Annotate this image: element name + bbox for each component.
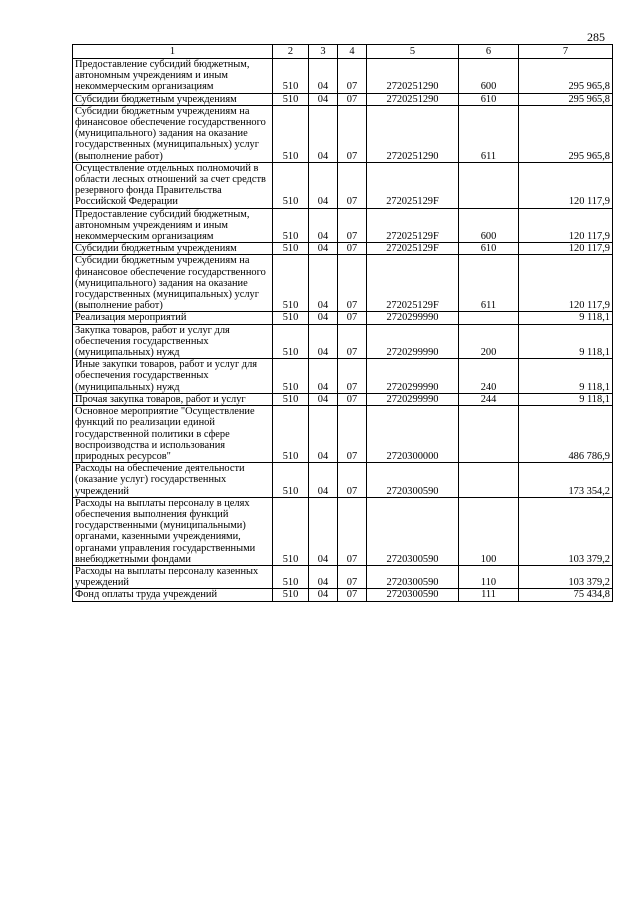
table-row [73,497,613,565]
row-name-cell: Расходы на выплаты персоналу казенных учреждений [73,565,273,588]
subsection2-code-cell: 07 [338,497,367,565]
section-code-cell: 510 [273,255,309,312]
subsection-code-cell: 04 [309,406,338,463]
target-article-cell: 2720300590 [367,463,459,498]
section-code-cell: 510 [273,463,309,498]
table-row [73,359,613,394]
subsection-code-cell: 04 [309,105,338,162]
subsection2-code-cell: 07 [338,324,367,359]
expense-type-cell: 600 [459,208,519,243]
subsection2-code-cell: 07 [338,565,367,588]
amount-cell: 9 118,1 [519,359,613,394]
target-article-cell: 2720299990 [367,393,459,405]
target-article-cell: 2720299990 [367,312,459,324]
subsection-code-cell: 04 [309,208,338,243]
subsection2-code-cell: 07 [338,406,367,463]
row-name-cell: Основное мероприятие "Осуществление функций по реализации единой государственной политики в сфере воспроизводства и использования природных ресурсов" [73,406,273,463]
expense-type-cell: 600 [459,59,519,94]
section-code-cell: 510 [273,324,309,359]
subsection-code-cell: 04 [309,312,338,324]
subsection-code-cell: 04 [309,255,338,312]
amount-cell: 295 965,8 [519,59,613,94]
subsection2-code-cell: 07 [338,243,367,255]
table-row [73,105,613,162]
header-col-1: 1 [73,45,273,59]
target-article-cell: 2720300590 [367,497,459,565]
section-code-cell: 510 [273,93,309,105]
expense-type-cell: 244 [459,393,519,405]
row-name-cell: Субсидии бюджетным учреждениям на финансовое обеспечение государственного (муниципального) задания на оказание государственных (муниципальных) услуг (выполнение работ) [73,255,273,312]
row-name-cell: Субсидии бюджетным учреждениям [73,93,273,105]
amount-cell: 9 118,1 [519,324,613,359]
subsection2-code-cell: 07 [338,105,367,162]
target-article-cell: 272025129F [367,162,459,208]
row-name-cell: Предоставление субсидий бюджетным, автономным учреждениям и иным некоммерческим организациям [73,59,273,94]
amount-cell: 173 354,2 [519,463,613,498]
budget-table [72,44,613,602]
table-row [73,406,613,463]
subsection2-code-cell: 07 [338,312,367,324]
header-col-6: 6 [459,45,519,59]
subsection-code-cell: 04 [309,359,338,394]
target-article-cell: 2720251290 [367,93,459,105]
subsection2-code-cell: 07 [338,393,367,405]
section-code-cell: 510 [273,243,309,255]
table-row [73,59,613,94]
target-article-cell: 2720300590 [367,565,459,588]
amount-cell: 120 117,9 [519,162,613,208]
expense-type-cell: 240 [459,359,519,394]
row-name-cell: Расходы на обеспечение деятельности (оказание услуг) государственных учреждений [73,463,273,498]
table-row [73,393,613,405]
header-col-3: 3 [309,45,338,59]
section-code-cell: 510 [273,208,309,243]
row-name-cell: Субсидии бюджетным учреждениям [73,243,273,255]
expense-type-cell: 611 [459,255,519,312]
row-name-cell: Осуществление отдельных полномочий в области лесных отношений за счет средств резервного фонда Правительства Российской Федерации [73,162,273,208]
amount-cell: 103 379,2 [519,565,613,588]
target-article-cell: 2720300590 [367,589,459,601]
subsection2-code-cell: 07 [338,59,367,94]
amount-cell: 295 965,8 [519,93,613,105]
table-row [73,589,613,601]
section-code-cell: 510 [273,406,309,463]
table-row [73,324,613,359]
row-name-cell: Прочая закупка товаров, работ и услуг [73,393,273,405]
header-col-7: 7 [519,45,613,59]
section-code-cell: 510 [273,393,309,405]
row-name-cell: Предоставление субсидий бюджетным, автономным учреждениям и иным некоммерческим организациям [73,208,273,243]
header-col-2: 2 [273,45,309,59]
amount-cell: 75 434,8 [519,589,613,601]
subsection-code-cell: 04 [309,463,338,498]
expense-type-cell [459,406,519,463]
table-row [73,463,613,498]
subsection-code-cell: 04 [309,393,338,405]
row-name-cell: Закупка товаров, работ и услуг для обеспечения государственных (муниципальных) нужд [73,324,273,359]
section-code-cell: 510 [273,312,309,324]
table-row [73,208,613,243]
target-article-cell: 2720300000 [367,406,459,463]
amount-cell: 103 379,2 [519,497,613,565]
expense-type-cell: 200 [459,324,519,359]
subsection2-code-cell: 07 [338,208,367,243]
table-body [73,59,613,602]
table-row [73,243,613,255]
amount-cell: 295 965,8 [519,105,613,162]
amount-cell: 486 786,9 [519,406,613,463]
amount-cell: 120 117,9 [519,208,613,243]
subsection2-code-cell: 07 [338,463,367,498]
page-number: 285 [587,30,605,44]
subsection-code-cell: 04 [309,243,338,255]
header-col-5: 5 [367,45,459,59]
expense-type-cell: 100 [459,497,519,565]
table-row [73,93,613,105]
target-article-cell: 272025129F [367,243,459,255]
table-row [73,162,613,208]
section-code-cell: 510 [273,565,309,588]
subsection-code-cell: 04 [309,162,338,208]
table-row [73,565,613,588]
row-name-cell: Расходы на выплаты персоналу в целях обеспечения выполнения функций государственными (муниципальными) органами, казенными учреждениями, органами управления государственными внебюджетными фондами [73,497,273,565]
amount-cell: 120 117,9 [519,243,613,255]
subsection-code-cell: 04 [309,497,338,565]
row-name-cell: Субсидии бюджетным учреждениям на финансовое обеспечение государственного (муниципального) задания на оказание государственных (муниципальных) услуг (выполнение работ) [73,105,273,162]
subsection-code-cell: 04 [309,324,338,359]
amount-cell: 9 118,1 [519,393,613,405]
expense-type-cell [459,463,519,498]
section-code-cell: 510 [273,105,309,162]
expense-type-cell [459,312,519,324]
subsection2-code-cell: 07 [338,93,367,105]
row-name-cell: Иные закупки товаров, работ и услуг для обеспечения государственных (муниципальных) нужд [73,359,273,394]
amount-cell: 9 118,1 [519,312,613,324]
expense-type-cell: 610 [459,93,519,105]
subsection-code-cell: 04 [309,59,338,94]
table-header-row [73,45,613,59]
expense-type-cell: 610 [459,243,519,255]
row-name-cell: Фонд оплаты труда учреждений [73,589,273,601]
section-code-cell: 510 [273,497,309,565]
target-article-cell: 272025129F [367,208,459,243]
section-code-cell: 510 [273,589,309,601]
section-code-cell: 510 [273,59,309,94]
expense-type-cell: 611 [459,105,519,162]
row-name-cell: Реализация мероприятий [73,312,273,324]
target-article-cell: 2720299990 [367,359,459,394]
expense-type-cell: 110 [459,565,519,588]
target-article-cell: 272025129F [367,255,459,312]
subsection2-code-cell: 07 [338,359,367,394]
target-article-cell: 2720251290 [367,59,459,94]
subsection2-code-cell: 07 [338,589,367,601]
section-code-cell: 510 [273,162,309,208]
expense-type-cell: 111 [459,589,519,601]
subsection-code-cell: 04 [309,93,338,105]
target-article-cell: 2720251290 [367,105,459,162]
table-row [73,312,613,324]
subsection2-code-cell: 07 [338,162,367,208]
amount-cell: 120 117,9 [519,255,613,312]
header-col-4: 4 [338,45,367,59]
target-article-cell: 2720299990 [367,324,459,359]
section-code-cell: 510 [273,359,309,394]
subsection-code-cell: 04 [309,589,338,601]
table-row [73,255,613,312]
subsection2-code-cell: 07 [338,255,367,312]
subsection-code-cell: 04 [309,565,338,588]
expense-type-cell [459,162,519,208]
